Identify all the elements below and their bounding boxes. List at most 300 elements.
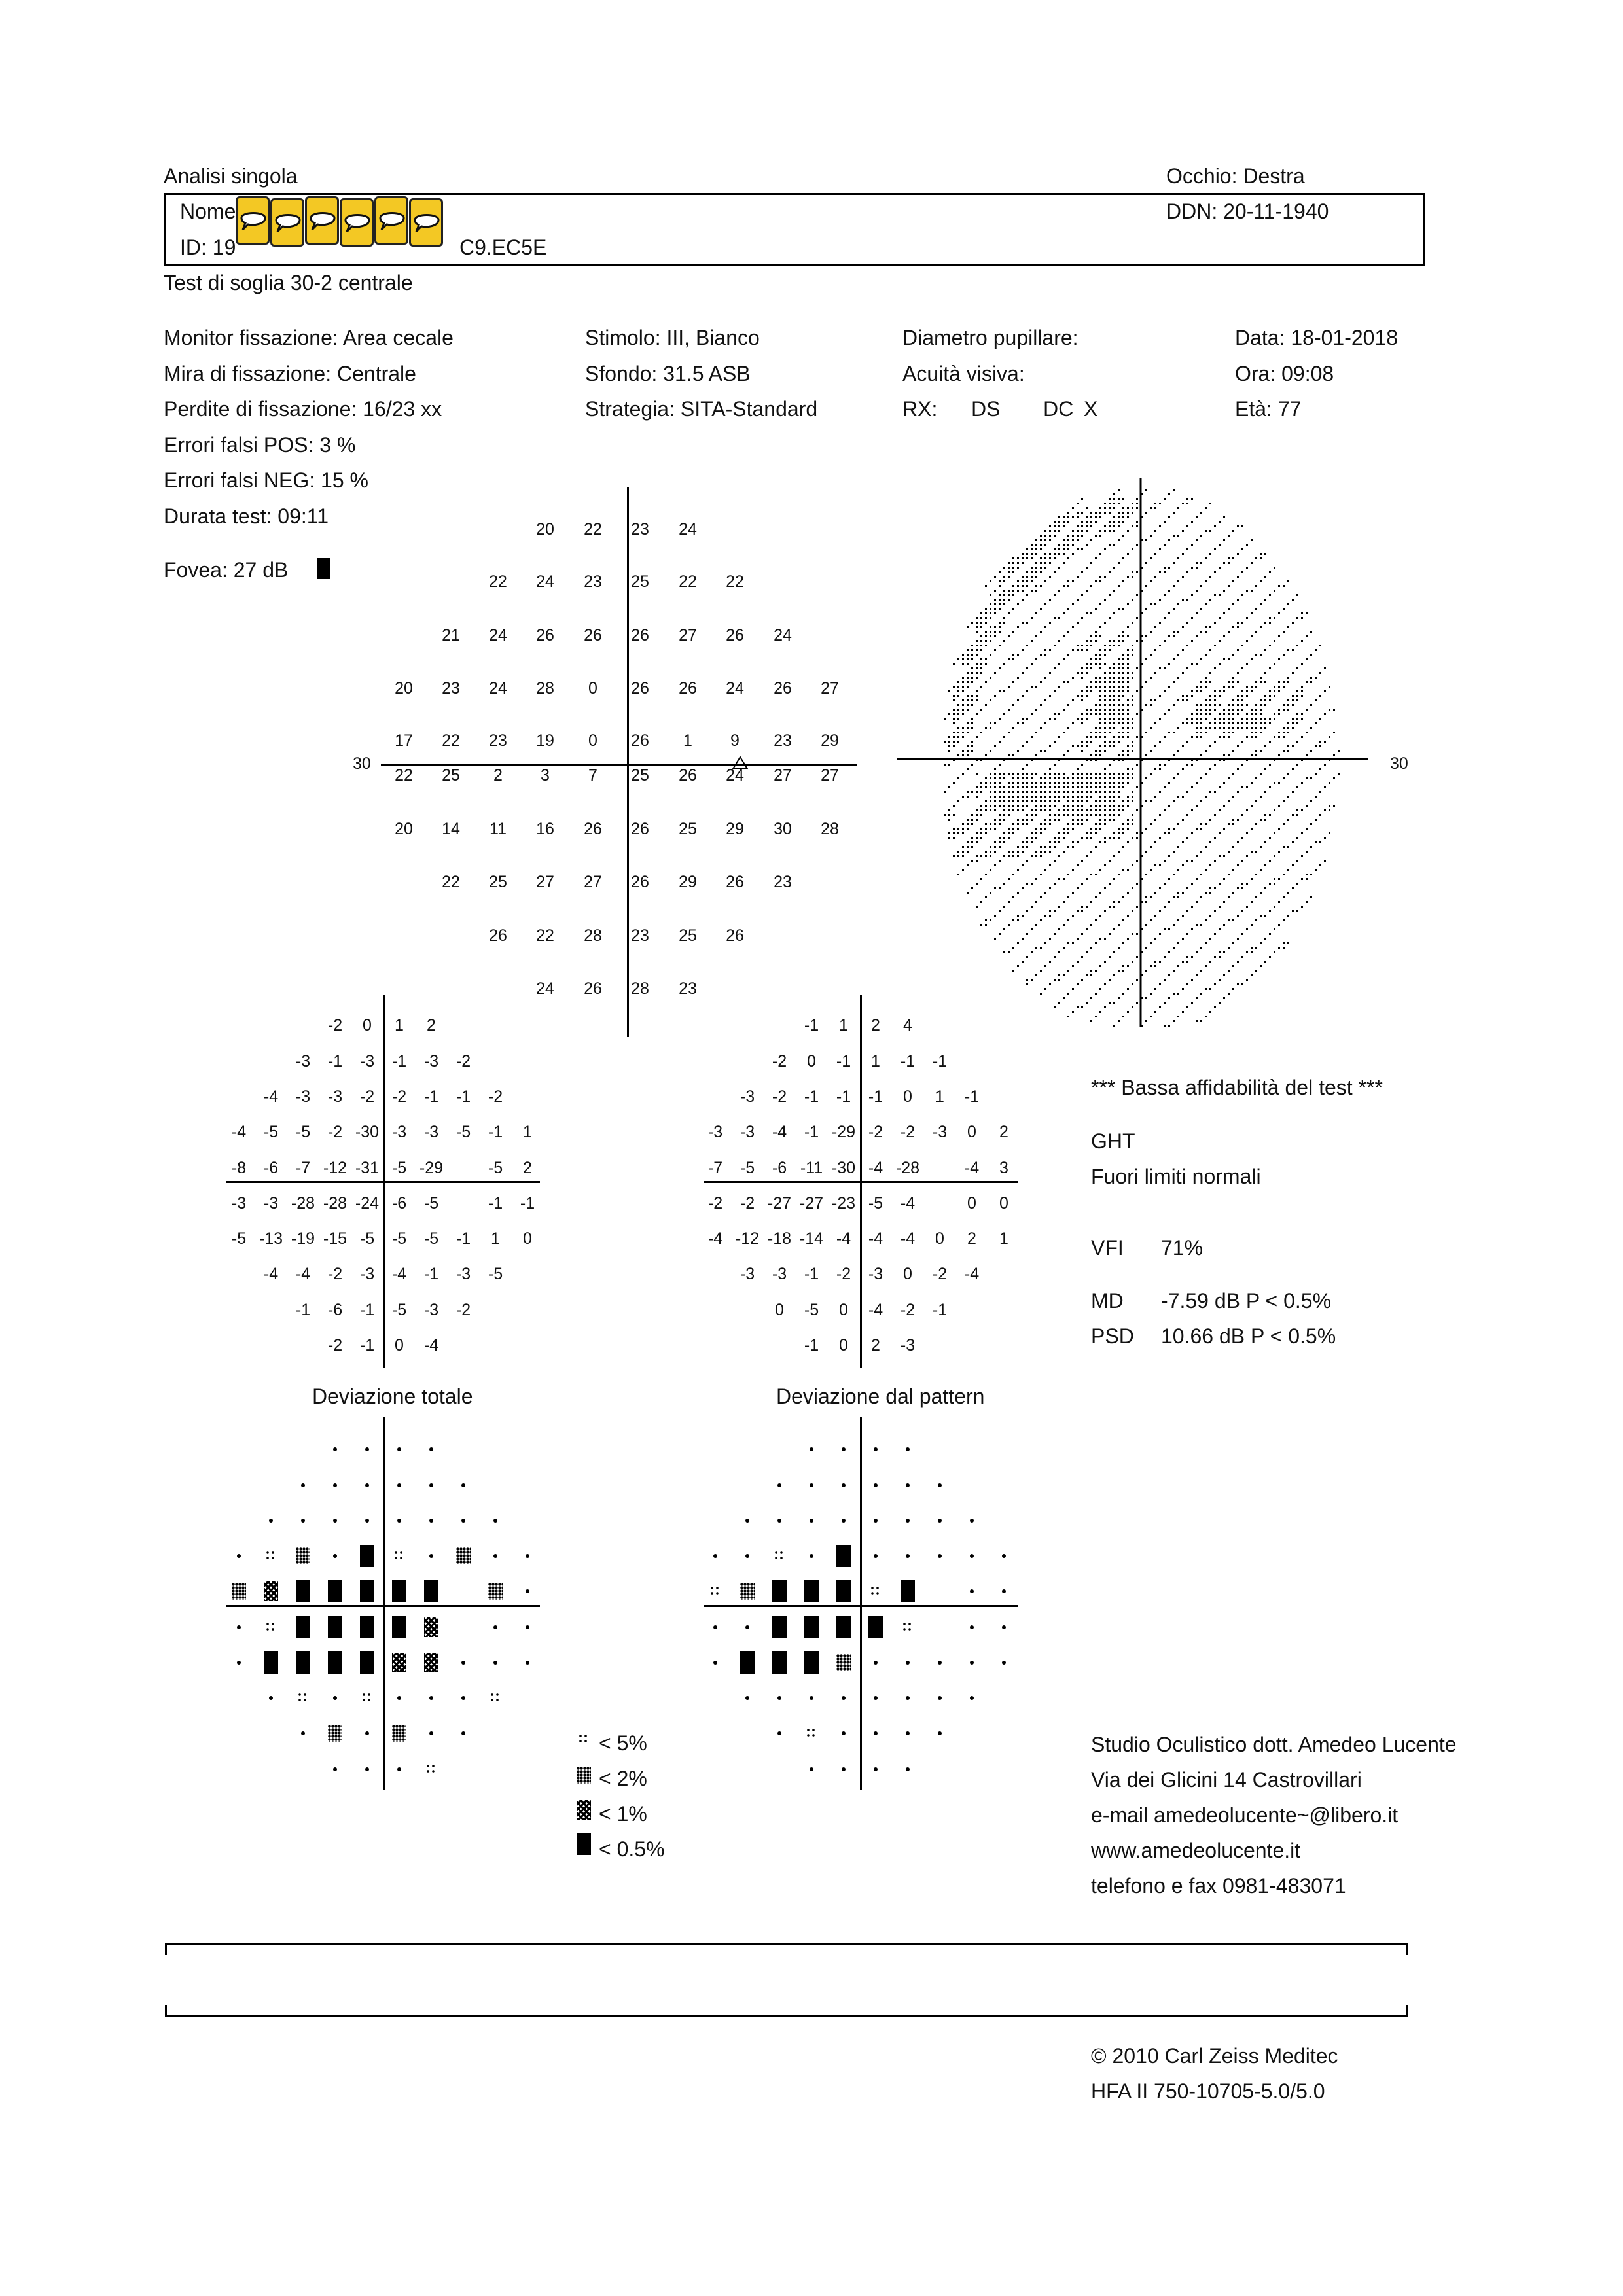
- pattern-deviation-value: -4: [868, 1301, 883, 1319]
- normal-dot-icon: [461, 1661, 465, 1665]
- threshold-value: 23: [679, 980, 697, 998]
- rx-x: X: [1084, 397, 1098, 421]
- pattern-deviation-value: -1: [900, 1052, 916, 1070]
- total-deviation-value: -2: [391, 1087, 407, 1106]
- threshold-value: 26: [536, 626, 554, 645]
- prob-5-icon: [297, 1692, 309, 1704]
- legend-label-p05: < 0.5%: [599, 1837, 665, 1861]
- pattern-deviation-value: -1: [932, 1052, 948, 1070]
- threshold-value: 27: [584, 873, 602, 891]
- threshold-value: 21: [442, 626, 460, 645]
- device-version: HFA II 750-10705-5.0/5.0: [1091, 2079, 1325, 2103]
- normal-dot-icon: [906, 1661, 910, 1665]
- normal-dot-icon: [777, 1483, 781, 1487]
- normal-dot-icon: [397, 1447, 401, 1451]
- threshold-value: 24: [536, 573, 554, 591]
- total-deviation-value: -4: [391, 1265, 407, 1283]
- pattern-deviation-value: -2: [900, 1301, 916, 1319]
- prob-2-icon: [836, 1654, 851, 1671]
- clinic-website[interactable]: www.amedeolucente.it: [1091, 1839, 1301, 1862]
- total-deviation-value: -5: [359, 1229, 375, 1248]
- prob-05-icon: [296, 1616, 310, 1638]
- threshold-value: 22: [442, 873, 460, 891]
- psd-label: PSD: [1091, 1324, 1134, 1348]
- normal-dot-icon: [333, 1554, 337, 1558]
- normal-dot-icon: [777, 1696, 781, 1700]
- threshold-value: 23: [584, 573, 602, 591]
- prob-05-icon: [360, 1651, 374, 1674]
- dob: DDN: 20-11-1940: [1166, 200, 1329, 223]
- pattern-deviation-value: -4: [707, 1229, 723, 1248]
- normal-dot-icon: [906, 1519, 910, 1523]
- prob-5-icon: [361, 1692, 373, 1704]
- normal-dot-icon: [429, 1483, 433, 1487]
- comment-icon[interactable]: [270, 198, 304, 247]
- threshold-value: 0: [588, 732, 597, 750]
- total-deviation-value: -13: [259, 1229, 283, 1248]
- pattern-deviation-value: 1: [999, 1229, 1008, 1248]
- prob-05-icon: [296, 1580, 310, 1602]
- normal-dot-icon: [970, 1625, 974, 1629]
- total-deviation-value: -5: [231, 1229, 247, 1248]
- threshold-value: 23: [442, 679, 460, 698]
- normal-dot-icon: [397, 1483, 401, 1487]
- prob-05-icon: [772, 1616, 787, 1638]
- pattern-deviation-value: -27: [799, 1194, 824, 1212]
- total-deviation-value: -4: [423, 1336, 439, 1354]
- false-pos-errors: Errori falsi POS: 3 %: [164, 433, 356, 457]
- threshold-value: 26: [726, 873, 744, 891]
- pattern-prob-v-axis: [860, 1417, 862, 1790]
- pattern-deviation-value: 0: [903, 1265, 912, 1283]
- normal-dot-icon: [906, 1696, 910, 1700]
- pattern-deviation-value: -4: [772, 1123, 787, 1141]
- normal-dot-icon: [1002, 1661, 1006, 1665]
- prob-2-icon: [296, 1547, 310, 1564]
- pattern-deviation-value: -1: [836, 1087, 851, 1106]
- pattern-deviation-value: -1: [804, 1016, 819, 1034]
- threshold-value: 25: [679, 820, 697, 838]
- prob-5-icon: [425, 1763, 437, 1775]
- threshold-value: 23: [774, 873, 792, 891]
- total-deviation-value: -3: [423, 1123, 439, 1141]
- pattern-deviation-value: 0: [839, 1301, 848, 1319]
- threshold-value: 26: [631, 679, 649, 698]
- pattern-deviation-value: -27: [767, 1194, 792, 1212]
- pattern-deviation-value: -2: [740, 1194, 755, 1212]
- normal-dot-icon: [842, 1767, 846, 1771]
- report-title: Analisi singola: [164, 164, 298, 188]
- pattern-deviation-value: 0: [807, 1052, 816, 1070]
- normal-dot-icon: [333, 1696, 337, 1700]
- prob-05-icon: [360, 1616, 374, 1638]
- total-deviation-value: -12: [323, 1159, 348, 1177]
- grayscale-map: [897, 465, 1420, 1027]
- threshold-value: 23: [774, 732, 792, 750]
- threshold-value: 0: [588, 679, 597, 698]
- threshold-value: 22: [536, 927, 554, 945]
- threshold-value: 24: [774, 626, 792, 645]
- fixation-target: Mira di fissazione: Centrale: [164, 362, 416, 385]
- total-deviation-value: -1: [295, 1301, 311, 1319]
- fixation-monitor: Monitor fissazione: Area cecale: [164, 326, 454, 349]
- prob-05-icon: [804, 1580, 819, 1602]
- threshold-value: 28: [631, 980, 649, 998]
- normal-dot-icon: [269, 1519, 273, 1523]
- total-deviation-value: -2: [455, 1301, 471, 1319]
- pattern-deviation-value: -2: [932, 1265, 948, 1283]
- vfi-label: VFI: [1091, 1236, 1124, 1260]
- total-deviation-title: Deviazione totale: [312, 1385, 473, 1408]
- threshold-value: 24: [489, 679, 507, 698]
- pattern-deviation-value: 0: [775, 1301, 784, 1319]
- total-prob-h-axis: [226, 1605, 540, 1607]
- total-deviation-value: -24: [355, 1194, 380, 1212]
- pattern-deviation-value: 2: [871, 1016, 880, 1034]
- legend-label-p5: < 5%: [599, 1731, 647, 1755]
- threshold-value: 26: [489, 927, 507, 945]
- pattern-deviation-value: 2: [999, 1123, 1008, 1141]
- total-deviation-value: -3: [327, 1087, 343, 1106]
- normal-dot-icon: [906, 1483, 910, 1487]
- test-duration: Durata test: 09:11: [164, 504, 329, 528]
- normal-dot-icon: [461, 1696, 465, 1700]
- threshold-value: 24: [726, 766, 744, 785]
- normal-dot-icon: [429, 1447, 433, 1451]
- normal-dot-icon: [365, 1731, 369, 1735]
- total-deviation-value: -1: [423, 1265, 439, 1283]
- normal-dot-icon: [301, 1483, 305, 1487]
- threshold-value: 26: [584, 820, 602, 838]
- prob-05-icon: [392, 1580, 406, 1602]
- normal-dot-icon: [745, 1696, 749, 1700]
- normal-dot-icon: [365, 1767, 369, 1771]
- prob-5-icon: [709, 1585, 721, 1597]
- threshold-value: 11: [490, 820, 507, 838]
- threshold-value: 26: [726, 626, 744, 645]
- normal-dot-icon: [429, 1696, 433, 1700]
- pattern-deviation-value: -28: [895, 1159, 920, 1177]
- normal-dot-icon: [810, 1519, 813, 1523]
- normal-dot-icon: [842, 1696, 846, 1700]
- md-label: MD: [1091, 1289, 1124, 1313]
- normal-dot-icon: [874, 1554, 878, 1558]
- normal-dot-icon: [493, 1554, 497, 1558]
- threshold-value: 25: [442, 766, 460, 785]
- pattern-deviation-value: 1: [839, 1016, 848, 1034]
- total-deviation-value: -6: [391, 1194, 407, 1212]
- normal-dot-icon: [874, 1731, 878, 1735]
- comment-icon[interactable]: [305, 196, 339, 245]
- total-deviation-value: -1: [455, 1229, 471, 1248]
- threshold-value: 28: [584, 927, 602, 945]
- normal-dot-icon: [1002, 1589, 1006, 1593]
- normal-dot-icon: [745, 1554, 749, 1558]
- normal-dot-icon: [842, 1519, 846, 1523]
- pattern-deviation-title: Deviazione dal pattern: [776, 1385, 985, 1408]
- total-deviation-value: -4: [263, 1265, 279, 1283]
- legend-symbol-p5: [578, 1733, 590, 1745]
- pattern-deviation-value: -29: [831, 1123, 856, 1141]
- normal-dot-icon: [237, 1661, 241, 1665]
- pattern-deviation-value: -2: [868, 1123, 883, 1141]
- total-deviation-value: -7: [295, 1159, 311, 1177]
- normal-dot-icon: [810, 1483, 813, 1487]
- total-deviation-value: -5: [488, 1265, 503, 1283]
- copyright: © 2010 Carl Zeiss Meditec: [1091, 2044, 1338, 2068]
- prob-5-icon: [490, 1692, 501, 1704]
- total-dev-h-axis: [226, 1181, 540, 1183]
- comment-icon[interactable]: [409, 198, 443, 247]
- total-deviation-value: 1: [395, 1016, 404, 1034]
- normal-dot-icon: [1002, 1625, 1006, 1629]
- threshold-value: 22: [584, 520, 602, 539]
- normal-dot-icon: [874, 1661, 878, 1665]
- pattern-deviation-value: 2: [871, 1336, 880, 1354]
- legend-symbol-p1: [577, 1800, 591, 1820]
- background: Sfondo: 31.5 ASB: [585, 362, 751, 385]
- total-deviation-value: 0: [523, 1229, 532, 1248]
- comment-icon[interactable]: [374, 196, 408, 245]
- normal-dot-icon: [493, 1661, 497, 1665]
- prob-1-icon: [392, 1653, 406, 1672]
- normal-dot-icon: [397, 1696, 401, 1700]
- normal-dot-icon: [745, 1519, 749, 1523]
- total-deviation-value: -30: [355, 1123, 380, 1141]
- total-deviation-value: -2: [359, 1087, 375, 1106]
- total-deviation-value: -1: [488, 1123, 503, 1141]
- threshold-value: 27: [679, 626, 697, 645]
- pattern-deviation-value: 0: [839, 1336, 848, 1354]
- threshold-value: 1: [683, 732, 692, 750]
- rx-ds: DS: [971, 397, 1001, 421]
- threshold-value: 24: [726, 679, 744, 698]
- normal-dot-icon: [938, 1661, 942, 1665]
- normal-dot-icon: [237, 1625, 241, 1629]
- patient-id-value: C9.EC5E: [459, 236, 547, 259]
- comment-bottom-left-tick: [165, 2005, 167, 2017]
- pattern-deviation-value: -2: [707, 1194, 723, 1212]
- pattern-deviation-value: -2: [836, 1265, 851, 1283]
- normal-dot-icon: [526, 1589, 529, 1593]
- threshold-value: 20: [536, 520, 554, 539]
- normal-dot-icon: [777, 1519, 781, 1523]
- prob-1-icon: [424, 1653, 438, 1672]
- prob-05-icon: [328, 1651, 342, 1674]
- patient-age: Età: 77: [1235, 397, 1302, 421]
- total-deviation-value: -2: [327, 1016, 343, 1034]
- normal-dot-icon: [526, 1661, 529, 1665]
- pattern-deviation-value: 2: [967, 1229, 976, 1248]
- threshold-axis-right: 30: [1390, 754, 1408, 773]
- threshold-value: 28: [536, 679, 554, 698]
- total-deviation-value: -3: [423, 1052, 439, 1070]
- threshold-value: 25: [631, 573, 649, 591]
- pattern-deviation-value: 1: [935, 1087, 944, 1106]
- threshold-value: 28: [821, 820, 839, 838]
- pattern-deviation-value: -4: [964, 1265, 980, 1283]
- prob-2-icon: [488, 1583, 503, 1600]
- grayscale-field: [897, 465, 1420, 1027]
- threshold-value: 29: [821, 732, 839, 750]
- normal-dot-icon: [713, 1554, 717, 1558]
- total-deviation-value: -28: [323, 1194, 348, 1212]
- pattern-deviation-value: -1: [804, 1265, 819, 1283]
- normal-dot-icon: [874, 1519, 878, 1523]
- legend-label-p2: < 2%: [599, 1767, 647, 1790]
- total-deviation-value: -8: [231, 1159, 247, 1177]
- normal-dot-icon: [938, 1554, 942, 1558]
- threshold-value: 19: [536, 732, 554, 750]
- threshold-value: 3: [541, 766, 550, 785]
- normal-dot-icon: [874, 1447, 878, 1451]
- total-deviation-value: -1: [455, 1087, 471, 1106]
- total-deviation-value: -15: [323, 1229, 348, 1248]
- pattern-deviation-value: -1: [868, 1087, 883, 1106]
- normal-dot-icon: [301, 1519, 305, 1523]
- normal-dot-icon: [269, 1696, 273, 1700]
- fixation-losses: Perdite di fissazione: 16/23 xx: [164, 397, 442, 421]
- prob-05-icon: [836, 1616, 851, 1638]
- ght-value: Fuori limiti normali: [1091, 1165, 1261, 1188]
- comment-top-line: [165, 1943, 1408, 1945]
- normal-dot-icon: [397, 1519, 401, 1523]
- threshold-value: 22: [489, 573, 507, 591]
- normal-dot-icon: [333, 1483, 337, 1487]
- pattern-deviation-value: -4: [900, 1194, 916, 1212]
- comment-icon[interactable]: [340, 198, 374, 247]
- normal-dot-icon: [526, 1554, 529, 1558]
- prob-2-icon: [232, 1583, 246, 1600]
- normal-dot-icon: [810, 1767, 813, 1771]
- threshold-value: 22: [442, 732, 460, 750]
- normal-dot-icon: [526, 1625, 529, 1629]
- pattern-deviation-value: 0: [935, 1229, 944, 1248]
- pattern-deviation-value: -3: [772, 1265, 787, 1283]
- threshold-value: 26: [631, 820, 649, 838]
- pattern-deviation-value: -2: [900, 1123, 916, 1141]
- comment-icon[interactable]: [236, 196, 270, 245]
- threshold-value: 22: [679, 573, 697, 591]
- pattern-deviation-value: -5: [804, 1301, 819, 1319]
- pattern-deviation-value: 4: [903, 1016, 912, 1034]
- pattern-deviation-value: -3: [740, 1123, 755, 1141]
- pattern-deviation-value: -12: [735, 1229, 760, 1248]
- normal-dot-icon: [461, 1519, 465, 1523]
- normal-dot-icon: [970, 1589, 974, 1593]
- false-neg-errors: Errori falsi NEG: 15 %: [164, 468, 368, 492]
- total-deviation-value: -2: [488, 1087, 503, 1106]
- normal-dot-icon: [874, 1696, 878, 1700]
- pattern-deviation-value: -4: [868, 1159, 883, 1177]
- pattern-deviation-value: -4: [900, 1229, 916, 1248]
- total-deviation-value: -5: [423, 1194, 439, 1212]
- threshold-value: 7: [588, 766, 597, 785]
- total-deviation-value: -3: [359, 1052, 375, 1070]
- normal-dot-icon: [874, 1767, 878, 1771]
- normal-dot-icon: [938, 1696, 942, 1700]
- threshold-value: 27: [821, 679, 839, 698]
- normal-dot-icon: [810, 1554, 813, 1558]
- threshold-value: 29: [679, 873, 697, 891]
- total-deviation-value: -4: [295, 1265, 311, 1283]
- total-deviation-value: -5: [488, 1159, 503, 1177]
- pattern-deviation-value: -1: [804, 1336, 819, 1354]
- fovea-marker: [317, 558, 330, 579]
- total-deviation-value: -6: [327, 1301, 343, 1319]
- normal-dot-icon: [1002, 1554, 1006, 1558]
- pattern-deviation-value: -3: [900, 1336, 916, 1354]
- total-deviation-value: -1: [520, 1194, 535, 1212]
- threshold-value: 26: [631, 732, 649, 750]
- pattern-deviation-value: -2: [772, 1052, 787, 1070]
- normal-dot-icon: [301, 1731, 305, 1735]
- threshold-value: 22: [395, 766, 413, 785]
- total-deviation-value: -2: [455, 1052, 471, 1070]
- total-deviation-value: -3: [455, 1265, 471, 1283]
- normal-dot-icon: [493, 1519, 497, 1523]
- threshold-value: 26: [726, 927, 744, 945]
- visual-acuity: Acuità visiva:: [902, 362, 1025, 385]
- prob-05-icon: [740, 1651, 755, 1674]
- threshold-value: 24: [679, 520, 697, 539]
- clinic-email[interactable]: e-mail amedeolucente~@libero.it: [1091, 1803, 1399, 1827]
- pattern-deviation-value: -4: [964, 1159, 980, 1177]
- normal-dot-icon: [842, 1483, 846, 1487]
- normal-dot-icon: [397, 1767, 401, 1771]
- test-name: Test di soglia 30-2 centrale: [164, 271, 413, 294]
- rx-label: RX:: [902, 397, 938, 421]
- clinic-name: Studio Oculistico dott. Amedeo Lucente: [1091, 1733, 1457, 1756]
- normal-dot-icon: [333, 1767, 337, 1771]
- prob-05-icon: [804, 1651, 819, 1674]
- total-deviation-value: 0: [363, 1016, 372, 1034]
- normal-dot-icon: [429, 1731, 433, 1735]
- vfi-value: 71%: [1161, 1236, 1204, 1260]
- pattern-deviation-value: 0: [999, 1194, 1008, 1212]
- threshold-value: 27: [536, 873, 554, 891]
- prob-1-icon: [424, 1617, 438, 1637]
- pattern-deviation-value: -1: [804, 1123, 819, 1141]
- prob-05-icon: [360, 1580, 374, 1602]
- legend-symbol-p2: [577, 1767, 591, 1784]
- threshold-value: 20: [395, 820, 413, 838]
- prob-05-icon: [804, 1616, 819, 1638]
- pattern-deviation-value: -4: [836, 1229, 851, 1248]
- pattern-deviation-value: -11: [800, 1159, 823, 1177]
- normal-dot-icon: [842, 1731, 846, 1735]
- prob-05-icon: [868, 1616, 883, 1638]
- total-deviation-value: 0: [395, 1336, 404, 1354]
- prob-5-icon: [806, 1727, 817, 1739]
- threshold-v-axis: [627, 487, 629, 1037]
- prob-05-icon: [328, 1616, 342, 1638]
- pattern-deviation-value: -23: [831, 1194, 856, 1212]
- normal-dot-icon: [333, 1519, 337, 1523]
- prob-5-icon: [902, 1621, 914, 1633]
- total-deviation-value: -5: [423, 1229, 439, 1248]
- clinic-phone: telefono e fax 0981-483071: [1091, 1874, 1346, 1898]
- threshold-value: 22: [726, 573, 744, 591]
- strategy: Strategia: SITA-Standard: [585, 397, 818, 421]
- pattern-deviation-value: -5: [740, 1159, 755, 1177]
- prob-05-icon: [360, 1545, 374, 1567]
- normal-dot-icon: [938, 1483, 942, 1487]
- total-deviation-value: -1: [423, 1087, 439, 1106]
- pattern-deviation-value: 3: [999, 1159, 1008, 1177]
- pattern-deviation-value: -2: [772, 1087, 787, 1106]
- threshold-value: 26: [774, 679, 792, 698]
